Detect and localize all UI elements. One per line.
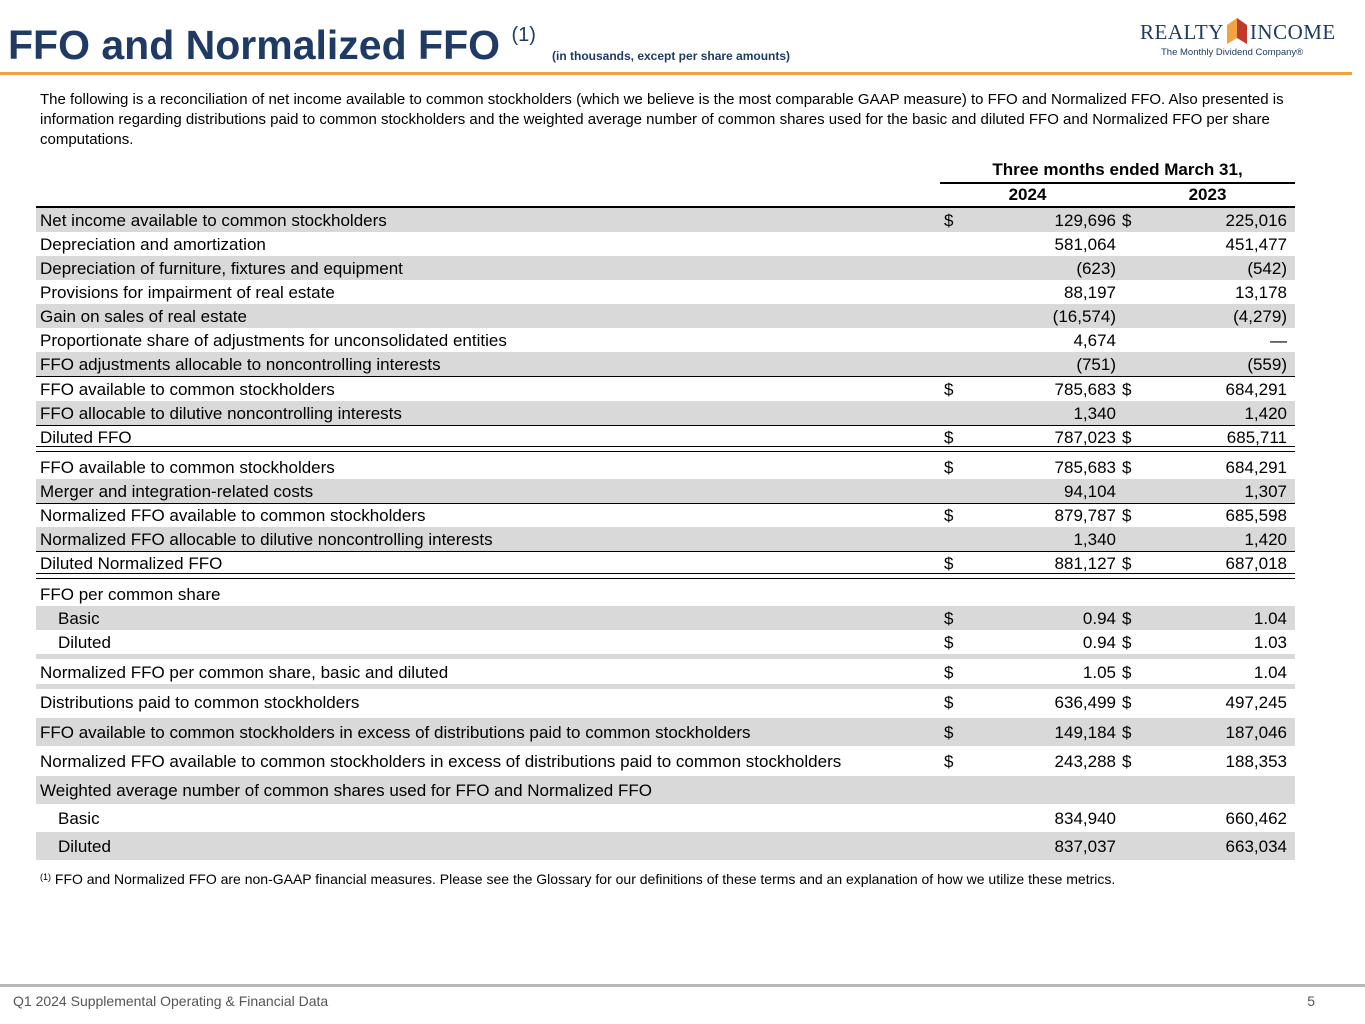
title-footnote-marker: (1): [511, 24, 536, 46]
row-separator: [36, 684, 1295, 689]
dollar-sign-2023: $: [1122, 211, 1132, 230]
value-2023: 451,477: [1225, 235, 1287, 254]
table-row: [36, 630, 1295, 654]
table-row: [36, 551, 1295, 575]
logo-house-icon: [1227, 18, 1247, 44]
dollar-sign-2023: $: [1122, 693, 1132, 712]
table-row: [36, 690, 1295, 714]
value-2024: (751): [1076, 355, 1116, 374]
dollar-sign-2024: $: [944, 693, 954, 712]
value-2023: 187,046: [1225, 723, 1287, 742]
value-2024: (623): [1076, 259, 1116, 278]
dollar-sign-2024: $: [944, 752, 954, 771]
value-2024: 834,940: [1054, 809, 1116, 828]
dollar-sign-2024: $: [944, 609, 954, 628]
value-2023: 1,420: [1244, 530, 1287, 549]
logo-left-word: REALTY: [1140, 20, 1224, 44]
table-row: [36, 660, 1295, 684]
value-2023: —: [1270, 331, 1287, 350]
dollar-sign-2024: $: [944, 723, 954, 742]
value-2024: 88,197: [1064, 283, 1116, 302]
value-2024: 785,683: [1054, 380, 1116, 399]
row-label: Normalized FFO available to common stockholders in excess of distributions paid to common stockholders: [40, 752, 842, 771]
row-label: Normalized FFO available to common stockholders: [40, 506, 426, 525]
value-2024: 581,064: [1054, 235, 1116, 254]
row-label: FFO available to common stockholders: [40, 380, 335, 399]
table-row: [36, 455, 1295, 479]
value-2023: 685,598: [1225, 506, 1287, 525]
value-2023: 13,178: [1235, 283, 1287, 302]
row-label: Weighted average number of common shares used for FFO and Normalized FFO: [40, 781, 652, 800]
table-row: [36, 401, 1295, 426]
row-label: Merger and integration-related costs: [40, 482, 314, 501]
table-row: [36, 503, 1295, 527]
row-label: Distributions paid to common stockholders: [40, 693, 360, 712]
value-2024: 0.94: [1082, 609, 1116, 628]
dollar-sign-2023: $: [1122, 663, 1132, 682]
row-label: Diluted: [58, 837, 111, 856]
value-2023: (542): [1247, 259, 1287, 278]
dollar-sign-2024: $: [944, 506, 954, 525]
row-label: Depreciation and amortization: [40, 235, 266, 254]
table-row: [36, 718, 1295, 746]
table-row: [36, 208, 1295, 232]
value-2023: 1.04: [1253, 609, 1287, 628]
table-row: [36, 832, 1295, 860]
logo-tagline: The Monthly Dividend Company®: [1161, 47, 1304, 58]
value-2024: 1.05: [1082, 663, 1116, 682]
value-2023: 225,016: [1225, 211, 1287, 230]
dollar-sign-2023: $: [1122, 633, 1132, 652]
dollar-sign-2023: $: [1122, 380, 1132, 399]
double-underline: [36, 446, 1295, 452]
row-label: Normalized FFO allocable to dilutive noncontrolling interests: [40, 530, 493, 549]
row-label: FFO available to common stockholders in excess of distributions paid to common stockholders: [40, 723, 751, 742]
table-row: [36, 328, 1295, 352]
value-2023: 188,353: [1225, 752, 1287, 771]
table-row: [36, 804, 1295, 832]
dollar-sign-2024: $: [944, 633, 954, 652]
dollar-sign-2024: $: [944, 211, 954, 230]
value-2024: 879,787: [1054, 506, 1116, 525]
dollar-sign-2023: $: [1122, 752, 1132, 771]
footnote-marker: (1): [40, 872, 51, 882]
value-2024: 129,696: [1054, 211, 1116, 230]
value-2023: 497,245: [1225, 693, 1287, 712]
value-2023: (559): [1247, 355, 1287, 374]
value-2024: 243,288: [1054, 752, 1116, 771]
value-2023: 663,034: [1225, 837, 1287, 856]
value-2024: 787,023: [1054, 428, 1116, 447]
table-row: [36, 304, 1295, 328]
row-label: FFO available to common stockholders: [40, 458, 335, 477]
value-2023: 684,291: [1225, 380, 1287, 399]
row-label: Normalized FFO per common share, basic and diluted: [40, 663, 449, 682]
table-row: [36, 776, 1295, 804]
dollar-sign-2024: $: [944, 380, 954, 399]
logo-right-word: INCOME: [1249, 20, 1336, 44]
table-row: [36, 377, 1295, 401]
row-separator: [36, 654, 1295, 659]
value-2024: 0.94: [1082, 633, 1116, 652]
row-label: FFO allocable to dilutive noncontrolling interests: [40, 404, 402, 423]
column-header-2023: 2023: [1188, 185, 1227, 204]
dollar-sign-2023: $: [1122, 609, 1132, 628]
value-2024: (16,574): [1052, 307, 1116, 326]
table-row: [36, 527, 1295, 552]
table-row: [36, 352, 1295, 377]
footnote: [40, 871, 1115, 887]
value-2023: 1,420: [1244, 404, 1287, 423]
row-label: Provisions for impairment of real estate: [40, 283, 335, 302]
value-2024: 837,037: [1054, 837, 1116, 856]
value-2023: 1,307: [1244, 482, 1287, 501]
dollar-sign-2023: $: [1122, 458, 1132, 477]
value-2024: 94,104: [1064, 482, 1116, 501]
value-2023: (4,279): [1233, 307, 1287, 326]
value-2024: 4,674: [1073, 331, 1116, 350]
table-row: [36, 280, 1295, 304]
page-number: 5: [1307, 993, 1315, 1009]
value-2023: 685,711: [1226, 428, 1287, 447]
table-row: [36, 582, 1295, 606]
row-label: Basic: [58, 609, 100, 628]
row-label: Depreciation of furniture, fixtures and equipment: [40, 259, 403, 278]
value-2023: 1.04: [1253, 663, 1287, 682]
value-2023: 684,291: [1225, 458, 1287, 477]
row-label: Diluted FFO: [40, 428, 132, 447]
row-label: Basic: [58, 809, 100, 828]
double-underline: [36, 573, 1295, 579]
value-2024: 636,499: [1054, 693, 1116, 712]
dollar-sign-2024: $: [944, 458, 954, 477]
table-row: [36, 256, 1295, 280]
dollar-sign-2023: $: [1122, 506, 1132, 525]
row-label: Diluted: [58, 633, 111, 652]
row-label: Net income available to common stockholders: [40, 211, 387, 230]
company-logo: [1136, 12, 1336, 62]
footnote-text: FFO and Normalized FFO are non-GAAP financial measures. Please see the Glossary for our definitions of these terms and an explanation of how we utilize these metrics.: [54, 871, 1116, 887]
intro-paragraph: The following is a reconciliation of net income available to common stockholders (which we believe is the most comparable GAAP measure) to FFO and Normalized FFO. Also presented is information regarding distributions paid to common stockholders and the weighted average number of common shares used for the basic and diluted FFO and Normalized FFO per share computations.: [40, 91, 1284, 148]
dollar-sign-2023: $: [1122, 554, 1132, 573]
page-title-text: FFO and Normalized FFO: [8, 22, 501, 68]
dollar-sign-2024: $: [944, 428, 954, 447]
row-label: Diluted Normalized FFO: [40, 554, 223, 573]
value-2024: 1,340: [1073, 404, 1116, 423]
footer-divider: [0, 984, 1365, 987]
header-divider: [0, 72, 1352, 75]
dollar-sign-2024: $: [944, 663, 954, 682]
table-row: [36, 479, 1295, 504]
value-2023: 1.03: [1253, 633, 1287, 652]
value-2024: 1,340: [1073, 530, 1116, 549]
row-label: FFO adjustments allocable to noncontrolling interests: [40, 355, 441, 374]
footer-text: Q1 2024 Supplemental Operating & Financial Data: [13, 993, 329, 1009]
row-label: Proportionate share of adjustments for unconsolidated entities: [40, 331, 507, 350]
row-label: FFO per common share: [40, 585, 221, 604]
dollar-sign-2023: $: [1122, 428, 1132, 447]
table-row: [36, 606, 1295, 630]
table-row: [36, 232, 1295, 256]
column-header-2024: 2024: [1008, 185, 1047, 204]
logo-wordmark: [1140, 18, 1336, 45]
value-2023: 660,462: [1225, 809, 1287, 828]
dollar-sign-2024: $: [944, 554, 954, 573]
value-2024: 785,683: [1054, 458, 1116, 477]
table-row: [36, 747, 1295, 775]
value-2023: 687,018: [1225, 554, 1287, 573]
period-header: Three months ended March 31,: [940, 160, 1295, 184]
page-title: [8, 22, 536, 69]
dollar-sign-2023: $: [1122, 723, 1132, 742]
page-subtitle: (in thousands, except per share amounts): [552, 49, 791, 63]
value-2024: 149,184: [1054, 723, 1116, 742]
row-label: Gain on sales of real estate: [40, 307, 247, 326]
value-2024: 881,127: [1054, 554, 1116, 573]
